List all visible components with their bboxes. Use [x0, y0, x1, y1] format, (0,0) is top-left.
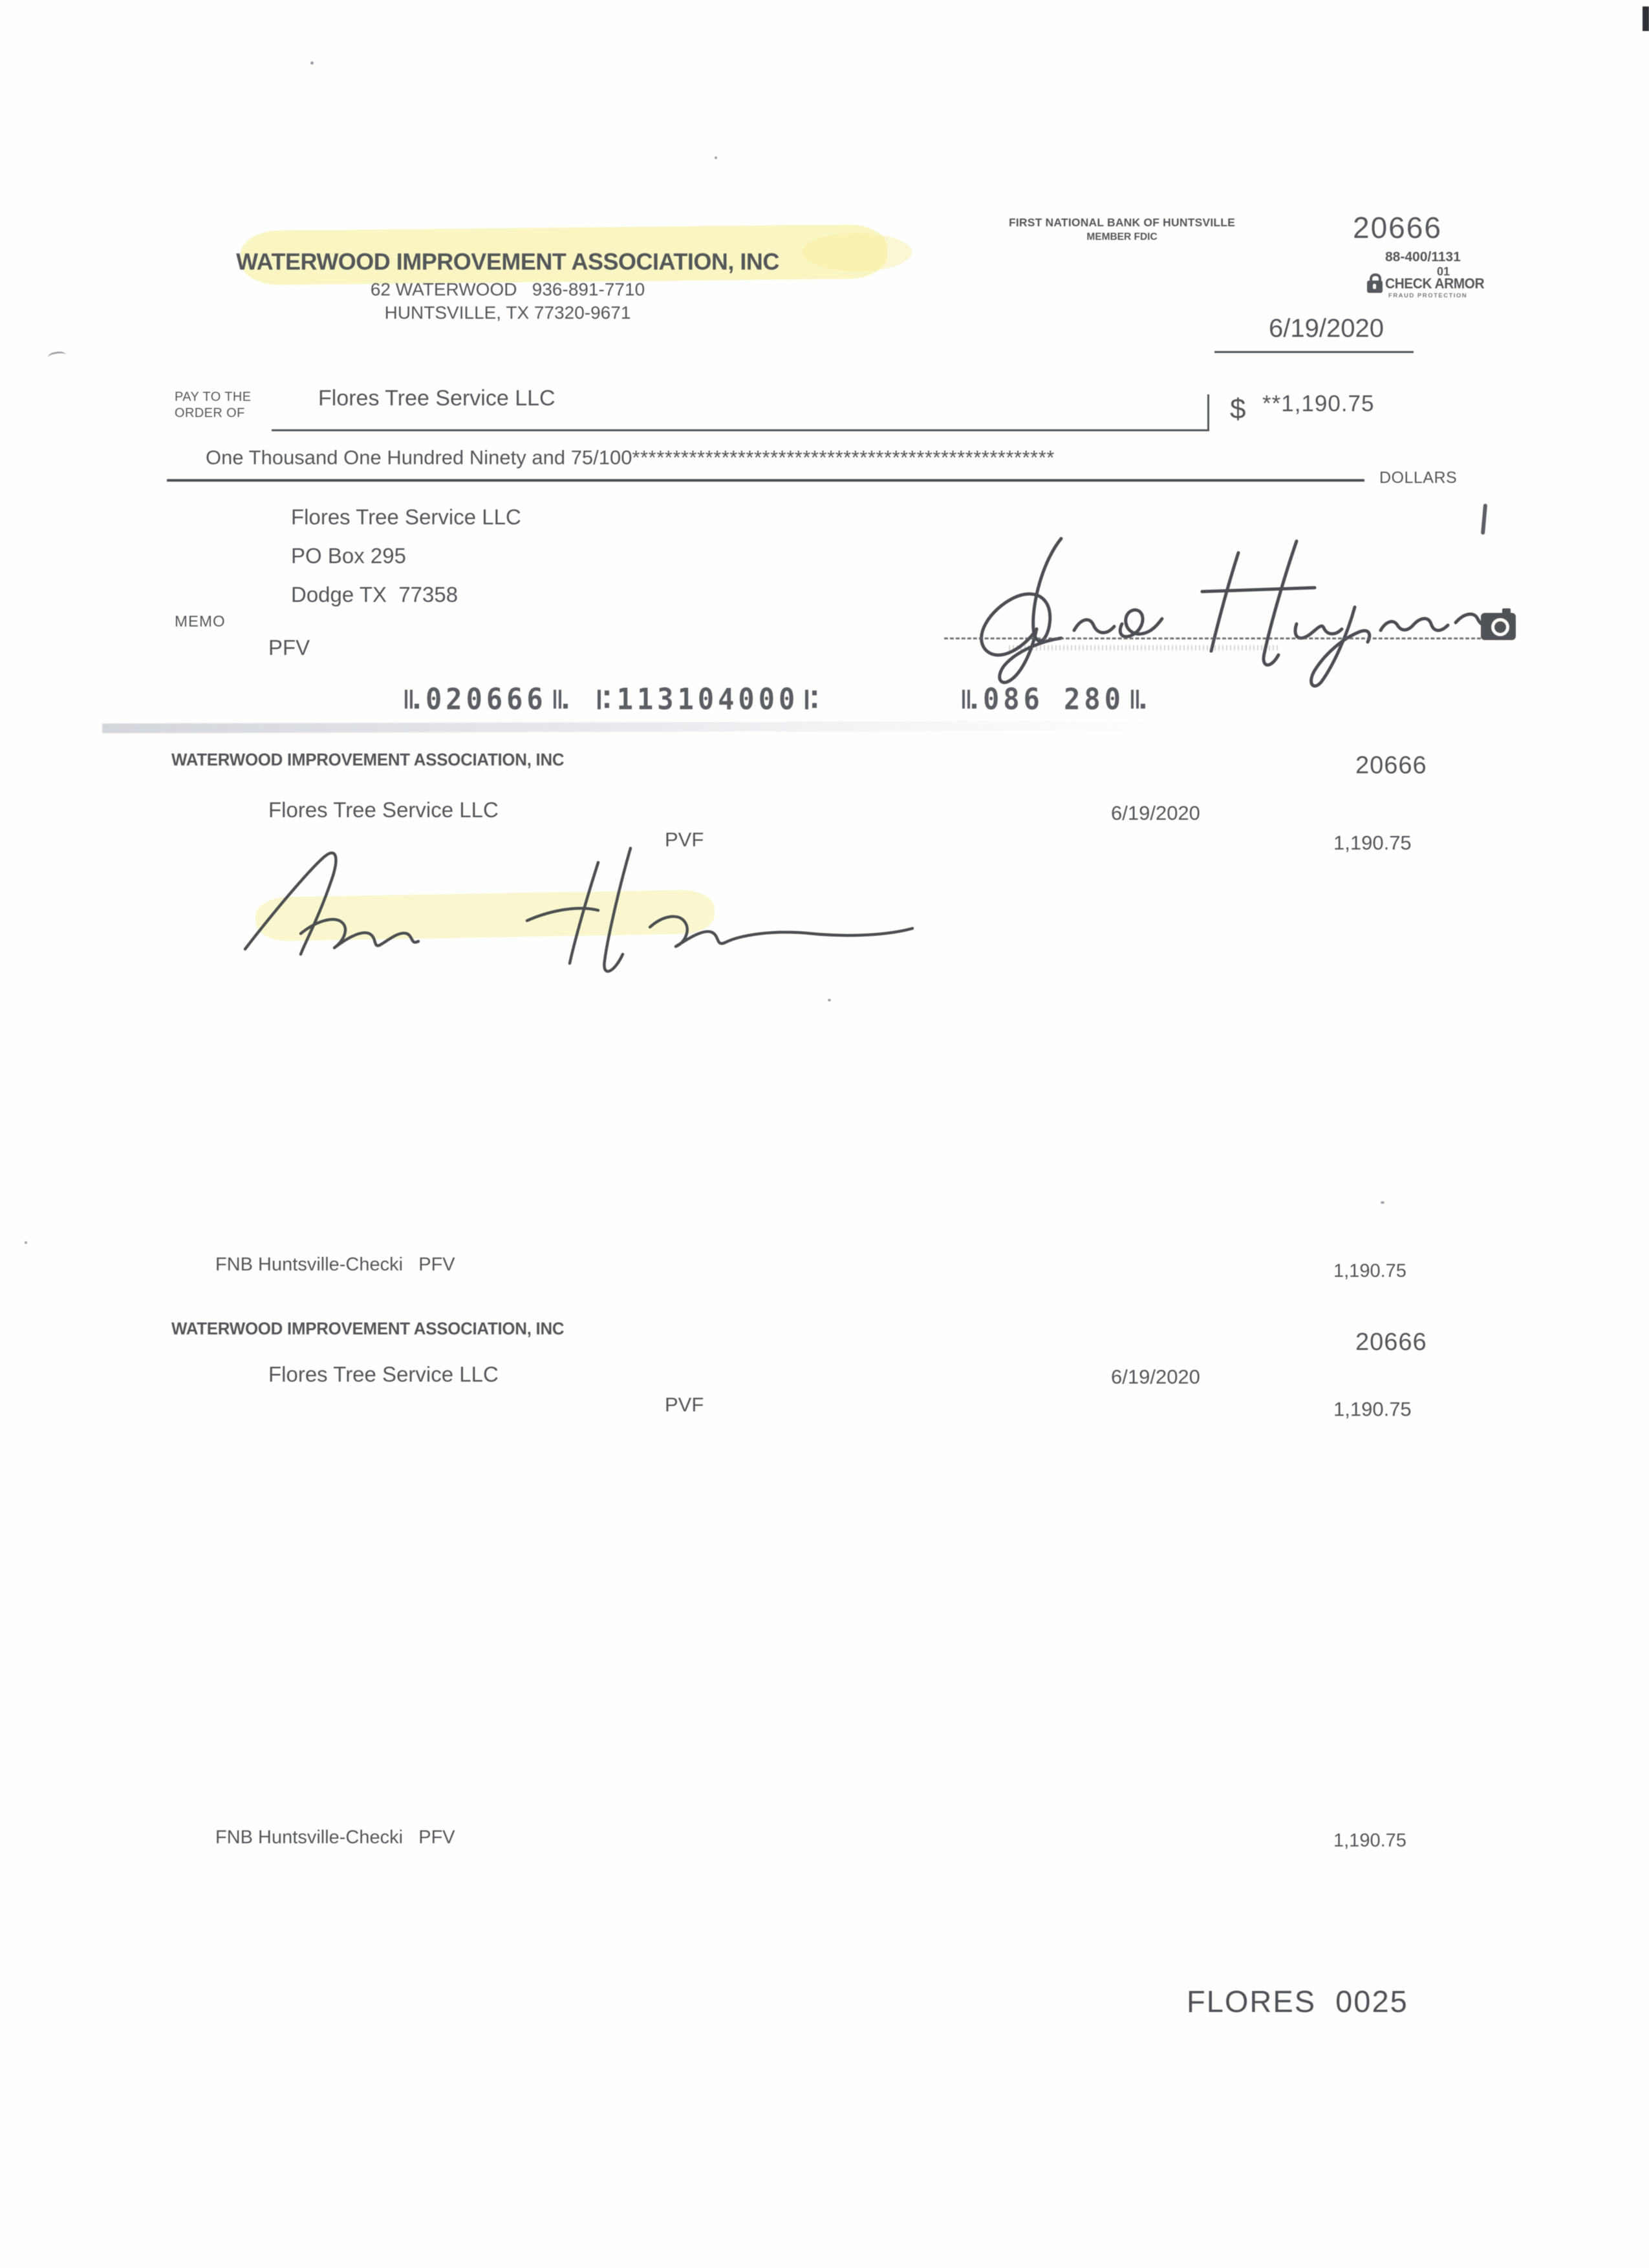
- security-tagline: FRAUD PROTECTION: [1388, 292, 1468, 299]
- ledger-bottom-account: FNB Huntsville-Checki PFV: [215, 1827, 455, 1848]
- payer-name: WATERWOOD IMPROVEMENT ASSOCIATION, INC: [236, 248, 779, 275]
- camera-icon: [1481, 613, 1516, 640]
- memo-label: MEMO: [175, 613, 226, 630]
- payee-address-line: Dodge TX 77358: [291, 583, 458, 606]
- micr-onus-icon: [554, 684, 568, 715]
- micr-aux: 086 280: [983, 682, 1125, 716]
- amount-words-fill: ****************************************************: [632, 446, 1055, 469]
- scan-squiggle-artifact: [47, 350, 67, 361]
- stub1-account-code: PVF: [665, 828, 704, 851]
- amount-box-riser: [1207, 394, 1209, 431]
- payer-signature: [934, 527, 1516, 695]
- micr-line: [405, 682, 818, 716]
- ledger-top-account: FNB Huntsville-Checki PFV: [215, 1254, 455, 1275]
- amount-words: One Thousand One Hundred Ninety and 75/100: [206, 446, 632, 469]
- stub-signature: [236, 840, 921, 976]
- signature-line: [944, 637, 1481, 639]
- check-number: 20666: [1353, 211, 1442, 244]
- micr-onus-icon: [1131, 684, 1145, 715]
- bank-member-fdic: MEMBER FDIC: [1086, 231, 1158, 242]
- memo-value: PFV: [268, 636, 310, 659]
- stub2-account-code: PVF: [665, 1393, 704, 1416]
- date-underline: [1214, 351, 1414, 353]
- micr-aux-line: [962, 682, 1145, 716]
- scan-speck: [1381, 1201, 1385, 1204]
- signature-microprint: [1009, 645, 1280, 650]
- amount-words-underline: [167, 479, 1364, 482]
- micr-onus-icon: [962, 684, 976, 715]
- stub1-payer-name: WATERWOOD IMPROVEMENT ASSOCIATION, INC: [171, 750, 565, 769]
- micr-onus-icon: [405, 684, 419, 715]
- document-footer-label: FLORES 0025: [1187, 1984, 1408, 2018]
- payee-address-line: Flores Tree Service LLC: [291, 505, 521, 529]
- check-date: 6/19/2020: [1269, 314, 1384, 343]
- payer-header: [217, 248, 799, 323]
- payee-address-block: [291, 498, 521, 614]
- stub2-payer-name: WATERWOOD IMPROVEMENT ASSOCIATION, INC: [171, 1319, 565, 1338]
- scan-fold-artifact: [102, 721, 1163, 733]
- micr-transit-icon: [805, 684, 818, 715]
- payer-address-line1: 62 WATERWOOD 936-891-7710: [370, 279, 645, 299]
- scan-speck: [25, 1241, 27, 1244]
- highlight-mark-tail: [802, 233, 912, 272]
- security-brand: CHECK ARMOR: [1385, 275, 1485, 292]
- stub2-check-number: 20666: [1355, 1329, 1427, 1356]
- amount-words-row: [206, 446, 1055, 469]
- stub2-date: 6/19/2020: [1111, 1365, 1200, 1388]
- stub1-payee: Flores Tree Service LLC: [268, 798, 499, 822]
- bank-block: [970, 216, 1274, 243]
- stub1-amount: 1,190.75: [1333, 831, 1412, 854]
- branch-code: 01: [1437, 265, 1450, 278]
- pay-to-label-line2: ORDER OF: [175, 406, 245, 420]
- payer-address-line2: HUNTSVILLE, TX 77320-9671: [384, 303, 631, 323]
- stub1-check-number: 20666: [1355, 752, 1427, 779]
- micr-routing: 113104000: [616, 682, 799, 716]
- ledger-bottom-amount: 1,190.75: [1333, 1830, 1406, 1851]
- dollar-sign: $: [1230, 393, 1246, 425]
- stub2-amount: 1,190.75: [1333, 1398, 1412, 1420]
- dollars-label: DOLLARS: [1379, 469, 1458, 487]
- amount-numeric: **1,190.75: [1262, 391, 1375, 416]
- scan-speck: [715, 156, 717, 159]
- pay-to-label: [175, 389, 252, 422]
- scan-speck: [828, 999, 831, 1001]
- payee-name: Flores Tree Service LLC: [318, 386, 555, 411]
- stub1-date: 6/19/2020: [1111, 802, 1200, 824]
- ledger-top-amount: 1,190.75: [1333, 1261, 1406, 1281]
- routing-fraction: 88-400/1131: [1385, 250, 1461, 264]
- bank-name: FIRST NATIONAL BANK OF HUNTSVILLE: [1008, 216, 1236, 229]
- payee-underline: [272, 429, 1209, 431]
- stub2-payee: Flores Tree Service LLC: [268, 1362, 499, 1386]
- scan-speck: [310, 61, 314, 65]
- padlock-icon: [1367, 281, 1383, 293]
- pay-to-label-line1: PAY TO THE: [175, 390, 252, 404]
- micr-transit-icon: [598, 684, 610, 715]
- payee-address-line: PO Box 295: [291, 544, 406, 568]
- micr-check-number: 020666: [426, 682, 547, 716]
- scan-edge-mark: [1643, 6, 1649, 31]
